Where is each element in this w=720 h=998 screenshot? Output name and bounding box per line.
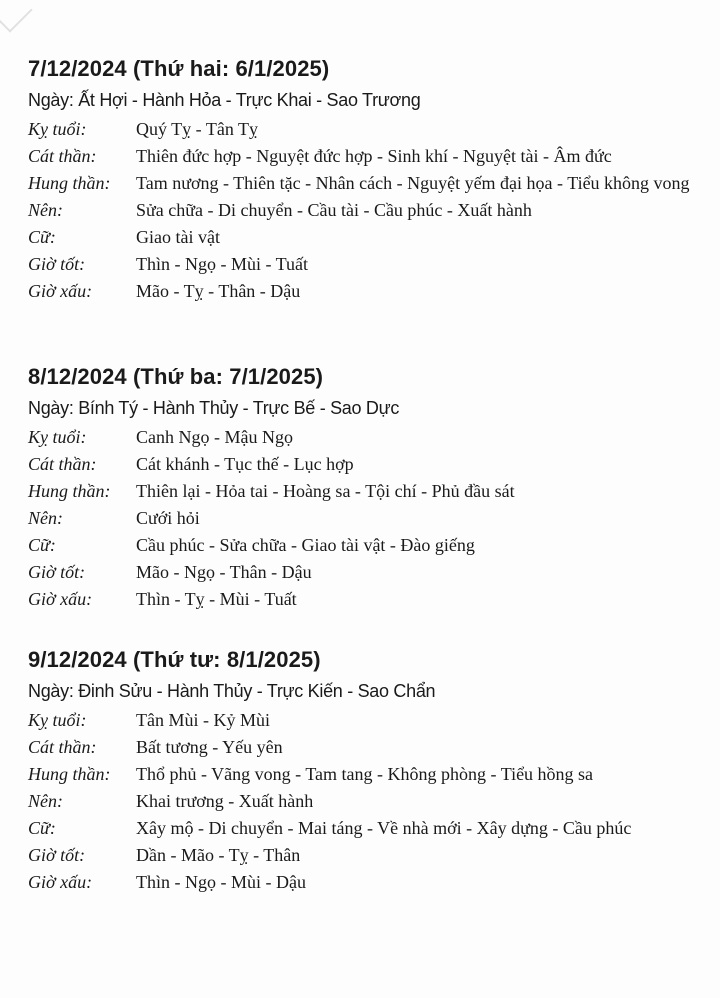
row-gio-tot xyxy=(28,253,708,276)
entry-summary: Ngày: Ất Hợi - Hành Hỏa - Trực Khai - Sao Trương xyxy=(28,90,421,110)
row-value: Thìn - Ngọ - Mùi - Tuất xyxy=(136,254,309,274)
row-label: Cát thần: xyxy=(28,146,97,166)
row-gio-xau xyxy=(28,588,708,611)
row-ky-tuoi xyxy=(28,709,708,732)
row-cu xyxy=(28,226,708,249)
row-gio-xau xyxy=(28,280,708,303)
row-label: Giờ tốt: xyxy=(28,845,86,865)
row-label: Cữ: xyxy=(28,818,56,838)
row-nen xyxy=(28,790,708,813)
row-label: Cát thần: xyxy=(28,737,97,757)
day-entry xyxy=(28,54,708,307)
row-cat-than xyxy=(28,453,708,476)
row-value: Xây mộ - Di chuyển - Mai táng - Về nhà mới - Xây dựng - Cầu phúc xyxy=(136,818,632,838)
row-value: Canh Ngọ - Mậu Ngọ xyxy=(136,427,293,447)
row-value: Khai trương - Xuất hành xyxy=(136,791,314,811)
row-label: Kỵ tuổi: xyxy=(28,427,87,447)
row-label: Giờ tốt: xyxy=(28,562,86,582)
row-hung-than xyxy=(28,763,708,786)
row-value: Quý Tỵ - Tân Tỵ xyxy=(136,119,258,139)
row-label: Giờ tốt: xyxy=(28,254,86,274)
row-label: Giờ xấu: xyxy=(28,872,93,892)
row-label: Nên: xyxy=(28,791,63,811)
entry-title: 9/12/2024 (Thứ tư: 8/1/2025) xyxy=(28,647,321,672)
row-hung-than xyxy=(28,172,708,195)
row-ky-tuoi xyxy=(28,426,708,449)
row-hung-than xyxy=(28,480,708,503)
entry-title: 7/12/2024 (Thứ hai: 6/1/2025) xyxy=(28,56,330,81)
row-cat-than xyxy=(28,145,708,168)
row-ky-tuoi xyxy=(28,118,708,141)
row-value: Cầu phúc - Sửa chữa - Giao tài vật - Đào giếng xyxy=(136,535,475,555)
row-gio-tot xyxy=(28,844,708,867)
row-value: Thìn - Ngọ - Mùi - Dậu xyxy=(136,872,306,892)
row-label: Nên: xyxy=(28,200,63,220)
row-value: Dần - Mão - Tỵ - Thân xyxy=(136,845,301,865)
row-value: Cát khánh - Tục thế - Lục hợp xyxy=(136,454,354,474)
row-cat-than xyxy=(28,736,708,759)
row-label: Hung thần: xyxy=(28,481,111,501)
row-value: Thìn - Tỵ - Mùi - Tuất xyxy=(136,589,297,609)
row-value: Tân Mùi - Kỷ Mùi xyxy=(136,710,270,730)
day-entry xyxy=(28,362,708,615)
row-label: Hung thần: xyxy=(28,764,111,784)
page-corner-mark xyxy=(0,0,33,33)
row-value: Giao tài vật xyxy=(136,227,220,247)
row-value: Tam nương - Thiên tặc - Nhân cách - Nguyệt yếm đại họa - Tiểu không vong xyxy=(136,173,690,193)
row-nen xyxy=(28,199,708,222)
row-gio-xau xyxy=(28,871,708,894)
row-label: Cát thần: xyxy=(28,454,97,474)
row-value: Cưới hỏi xyxy=(136,508,200,528)
row-label: Giờ xấu: xyxy=(28,589,93,609)
row-cu xyxy=(28,534,708,557)
row-value: Sửa chữa - Di chuyển - Cầu tài - Cầu phúc - Xuất hành xyxy=(136,200,532,220)
row-value: Mão - Ngọ - Thân - Dậu xyxy=(136,562,312,582)
row-label: Cữ: xyxy=(28,535,56,555)
row-label: Hung thần: xyxy=(28,173,111,193)
row-nen xyxy=(28,507,708,530)
row-label: Cữ: xyxy=(28,227,56,247)
row-label: Kỵ tuổi: xyxy=(28,119,87,139)
row-label: Kỵ tuổi: xyxy=(28,710,87,730)
row-label: Nên: xyxy=(28,508,63,528)
row-value: Thổ phủ - Vãng vong - Tam tang - Không phòng - Tiểu hồng sa xyxy=(136,764,594,784)
row-gio-tot xyxy=(28,561,708,584)
row-value: Mão - Tỵ - Thân - Dậu xyxy=(136,281,301,301)
entry-title: 8/12/2024 (Thứ ba: 7/1/2025) xyxy=(28,364,324,389)
day-entry xyxy=(28,645,708,898)
row-cu xyxy=(28,817,708,840)
row-value: Thiên đức hợp - Nguyệt đức hợp - Sinh khí - Nguyệt tài - Âm đức xyxy=(136,146,612,166)
entry-summary: Ngày: Đinh Sửu - Hành Thủy - Trực Kiến - Sao Chẩn xyxy=(28,681,436,701)
entry-summary: Ngày: Bính Tý - Hành Thủy - Trực Bế - Sao Dực xyxy=(28,398,400,418)
row-value: Thiên lại - Hỏa tai - Hoàng sa - Tội chí - Phủ đầu sát xyxy=(136,481,515,501)
row-value: Bất tương - Yếu yên xyxy=(136,737,283,757)
row-label: Giờ xấu: xyxy=(28,281,93,301)
